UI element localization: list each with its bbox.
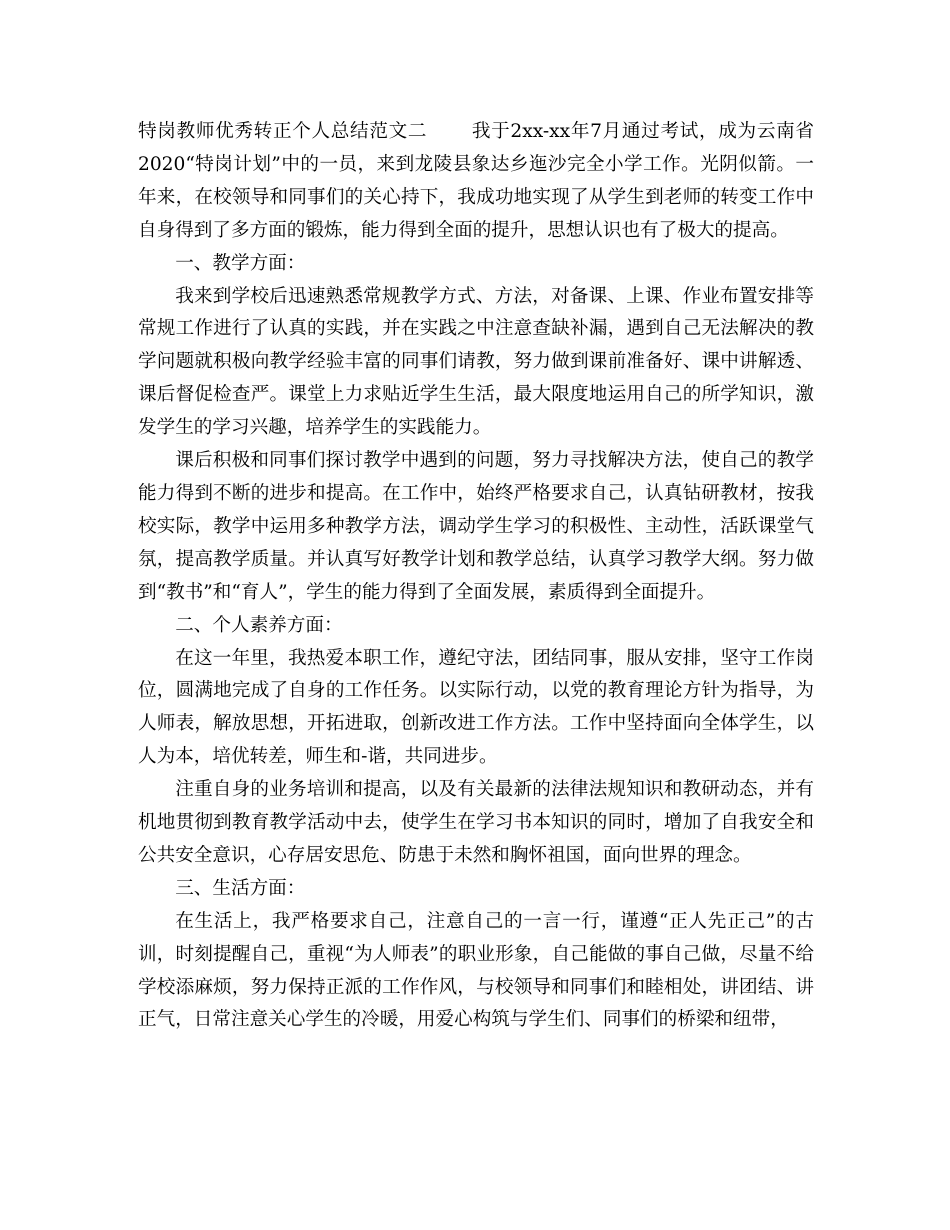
intro-paragraph <box>138 116 814 248</box>
paragraph: 我来到学校后迅速熟悉常规教学方式、方法，对备课、上课、作业布置安排等常规工作进行了认真的实践，并在实践之中注意查缺补漏，遇到自己无法解决的教学问题就积极向教学经验丰富的同事们请教，努力做到课前准备好、课中讲解透、课后督促检查严。课堂上力求贴近学生生活，最大限度地运用自己的所学知识，激发学生的学习兴趣，培养学生的实践能力。 <box>138 285 814 439</box>
paragraph: 在这一年里，我热爱本职工作，遵纪守法，团结同事，服从安排，坚守工作岗位，圆满地完成了自身的工作任务。以实际行动，以党的教育理论方针为指导，为人师表，解放思想，开拓进取，创新改进工作方法。工作中坚持面向全体学生，以人为本，培优转差，师生和-谐，共同进步。 <box>138 647 814 768</box>
paragraph: 在生活上，我严格要求自己，注意自己的一言一行，谨遵“正人先正己”的古训，时刻提醒自己，重视“为人师表”的职业形象，自己能做的事自己做，尽量不给学校添麻烦，努力保持正派的工作作风，与校领导和同事们和睦相处，讲团结、讲正气，日常注意关心学生的冷暖，用爱心构筑与学生们、同事们的桥梁和纽带， <box>138 910 814 1031</box>
section-heading-life: 三、生活方面： <box>175 877 306 899</box>
document-page <box>138 116 814 1037</box>
intro-text: 我于2xx-xx年7月通过考试，成为云南省2020“特岗计划”中的一员，来到龙陵县象达乡迤沙完全小学工作。光阴似箭。一年来，在校领导和同事们的关心持下，我成功地实现了从学生到老师的转变工作中自身得到了多方面的锻炼，能力得到全面的提升，思想认识也有了极大的提高。 <box>138 121 814 241</box>
paragraph: 课后积极和同事们探讨教学中遇到的问题，努力寻找解决方法，使自己的教学能力得到不断的进步和提高。在工作中，始终严格要求自己，认真钻研教材，按我校实际，教学中运用多种教学方法，调动学生学习的积极性、主动性，活跃课堂气氛，提高教学质量。并认真写好教学计划和教学总结，认真学习教学大纲。努力做到“教书”和“育人”，学生的能力得到了全面发展，素质得到全面提升。 <box>138 450 814 603</box>
section-heading-personal: 二、个人素养方面： <box>175 614 343 636</box>
document-title: 特岗教师优秀转正个人总结范文二 <box>138 121 428 142</box>
section-heading-teaching: 一、教学方面： <box>175 252 306 274</box>
paragraph: 注重自身的业务培训和提高，以及有关最新的法律法规知识和教研动态，并有机地贯彻到教育教学活动中去，使学生在学习书本知识的同时，增加了自我安全和公共安全意识，心存居安思危、防患于未然和胸怀祖国，面向世界的理念。 <box>138 779 814 866</box>
